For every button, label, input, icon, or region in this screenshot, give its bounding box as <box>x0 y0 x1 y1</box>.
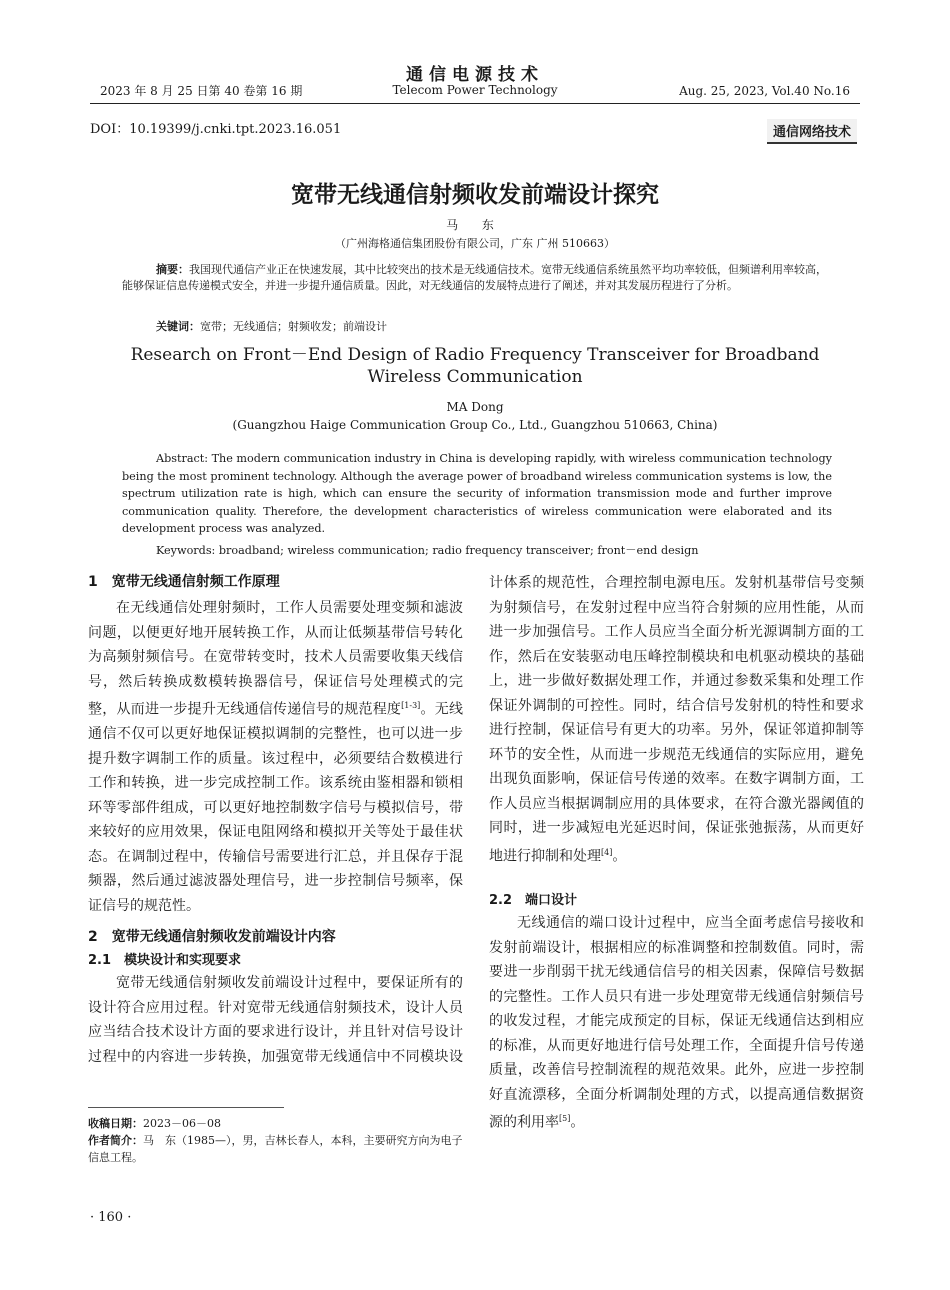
header-issue-cn: 2023 年 8 月 25 日第 40 卷第 16 期 <box>100 84 303 98</box>
citation: [4] <box>601 847 613 857</box>
abstract-cn-label: 摘要： <box>156 263 189 276</box>
author-bio <box>88 1132 463 1166</box>
section-2-1-continued <box>489 571 864 889</box>
section-2-1-end: 。 <box>612 848 627 865</box>
footnote-divider <box>88 1107 284 1108</box>
citation: [5] <box>559 1114 571 1123</box>
abstract-cn <box>122 262 832 294</box>
section-tag: 通信网络技术 <box>767 119 857 144</box>
section-1-text-a: 在无线通信处理射频时，工作人员需要处理变频和滤波问题，以便更好地开展转换工作，从而让低频基带信号转化为高频射频信号。在宽带转变时，技术人员需要收集天线信号，然后转换成数模转换器信号，保证信号处理模式的完整，从而进一步提升无线通信传递信号的规范程度 <box>88 600 463 718</box>
author-bio-label: 作者简介： <box>88 1134 143 1147</box>
abstract-en: Abstract: The modern communication industry in China is developing rapidly, with wireless communication technology being the most prominent technology. Although the average power of broadband wireless communication systems is low, the spectrum utilization rate is high, which can ensure the security of information transmission mode and further improve communication quality. Therefore, the development characteristics of wireless communication were elaborated and its development process was analyzed. <box>122 452 832 535</box>
abstract-cn-text: 我国现代通信产业正在快速发展，其中比较突出的技术是无线通信技术。宽带无线通信系统虽然平均功率较低，但频谱利用率较高，能够保证信息传递模式安全，并进一步提升通信质量。因此，对无线通信的发展特点进行了阐述，并对其发展历程进行了分析。 <box>122 263 827 292</box>
keywords-cn-label: 关键词： <box>156 320 200 333</box>
section-1-paragraph <box>88 596 463 918</box>
author-cn: 马 东 <box>446 218 504 232</box>
received-date <box>88 1115 463 1132</box>
section-2-1-text-cont: 计体系的规范性，合理控制电源电压。发射机基带信号变频为射频信号，在发射过程中应当符合射频的应用性能，从而进一步加强信号。工作人员应当全面分析光源调制方面的工作，然后在安装驱动电压峰控制模块和电机驱动模块的基础上，进一步做好数据处理工作，并通过参数采集和处理工作保证外调制的可控性。同时，结合信号发射机的特性和要求进行控制，保证信号有更大的功率。另外，保证邻道抑制等环节的安全性，从而进一步规范无线通信的实际应用，避免出现负面影响，保证信号传递的效率。在数字调制方面，工作人员应当根据调制应用的具体要求，在符合激光器阈值的同时，进一步减短电光延迟时间，保证张弛振荡，从而更好地进行抑制和处理 <box>489 575 864 865</box>
section-2-2-end: 。 <box>570 1114 585 1131</box>
header-divider <box>90 103 860 104</box>
body-column-right <box>489 571 864 1135</box>
affiliation-cn: （广州海格通信集团股份有限公司，广东 广州 510663） <box>335 237 615 250</box>
received-label: 收稿日期： <box>88 1117 143 1130</box>
section-2-heading: 2 宽带无线通信射频收发前端设计内容 <box>88 929 336 946</box>
section-2-2-heading: 2.2 端口设计 <box>489 893 578 908</box>
section-2-1-continued-text <box>489 571 864 869</box>
header-issue-en: Aug. 25, 2023, Vol.40 No.16 <box>679 84 850 98</box>
body-column-left <box>88 566 463 1069</box>
section-2-2-text: 无线通信的端口设计过程中，应当全面考虑信号接收和发射前端设计，根据相应的标准调整和控制数值。同时，需要进一步削弱干扰无线通信信号的相关因素，保障信号数据的完整性。工作人员只有进一步处理宽带无线通信射频信号的收发过程，才能完成预定的目标，保证无线通信达到相应的标准，从而更好地进行信号处理工作，全面提升信号传递质量，改善信号控制流程的规范效果。此外，应进一步控制好直流漂移，全面分析调制处理的方式，以提高通信数据资源的利用率 <box>489 915 864 1131</box>
keywords-en: Keywords: broadband; wireless communication; radio frequency transceiver; front－end design <box>156 544 699 557</box>
affiliation-en: (Guangzhou Haige Communication Group Co., Ltd., Guangzhou 510663, China) <box>232 418 718 432</box>
title-en: Research on Front－End Design of Radio Frequency Transceiver for Broadband Wireless Communication <box>130 345 820 387</box>
footnote <box>88 1115 463 1166</box>
author-en: MA Dong <box>446 400 504 414</box>
section-2-2-paragraph <box>489 911 864 1135</box>
author-bio-text: 马 东（1985—），男，吉林长春人，本科，主要研究方向为电子信息工程。 <box>88 1134 463 1164</box>
title-cn: 宽带无线通信射频收发前端设计探究 <box>291 182 659 208</box>
journal-name-en: Telecom Power Technology <box>392 83 558 97</box>
section-2-1-paragraph <box>88 971 463 1069</box>
section-2-1-heading: 2.1 模块设计和实现要求 <box>88 953 242 969</box>
keywords-cn-text: 宽带；无线通信；射频收发；前端设计 <box>200 320 387 333</box>
citation: [1-3] <box>401 701 421 710</box>
keywords-cn <box>156 318 387 334</box>
section-1-heading: 1 宽带无线通信射频工作原理 <box>88 574 280 590</box>
section-1-text-b: 。无线通信不仅可以更好地保证模拟调制的完整性，也可以进一步提升数字调制工作的质量。该过程中，必须要结合数模进行工作和转换，进一步完成控制工作。该系统由鉴相器和锁相环等零部件组成，可以更好地控制数字信号与模拟信号，带来较好的应用效果，保证电阻网络和模拟开关等处于最佳状态。在调制过程中，传输信号需要进行汇总，并且保存于混频器，然后通过滤波器处理信号，进一步控制信号频率，保证信号的规范性。 <box>88 701 464 914</box>
doi: DOI：10.19399/j.cnki.tpt.2023.16.051 <box>90 122 342 137</box>
journal-logo: 通信电源技术 <box>406 65 544 85</box>
section-2-1-text: 宽带无线通信射频收发前端设计过程中，要保证所有的设计符合应用过程。针对宽带无线通信射频技术，设计人员应当结合技术设计方面的要求进行设计，并且针对信号设计过程中的内容进一步转换，加强宽带无线通信中不同模块设 <box>88 975 463 1065</box>
received-value: 2023－06－08 <box>143 1117 221 1130</box>
page-number: · 160 · <box>90 1210 132 1225</box>
